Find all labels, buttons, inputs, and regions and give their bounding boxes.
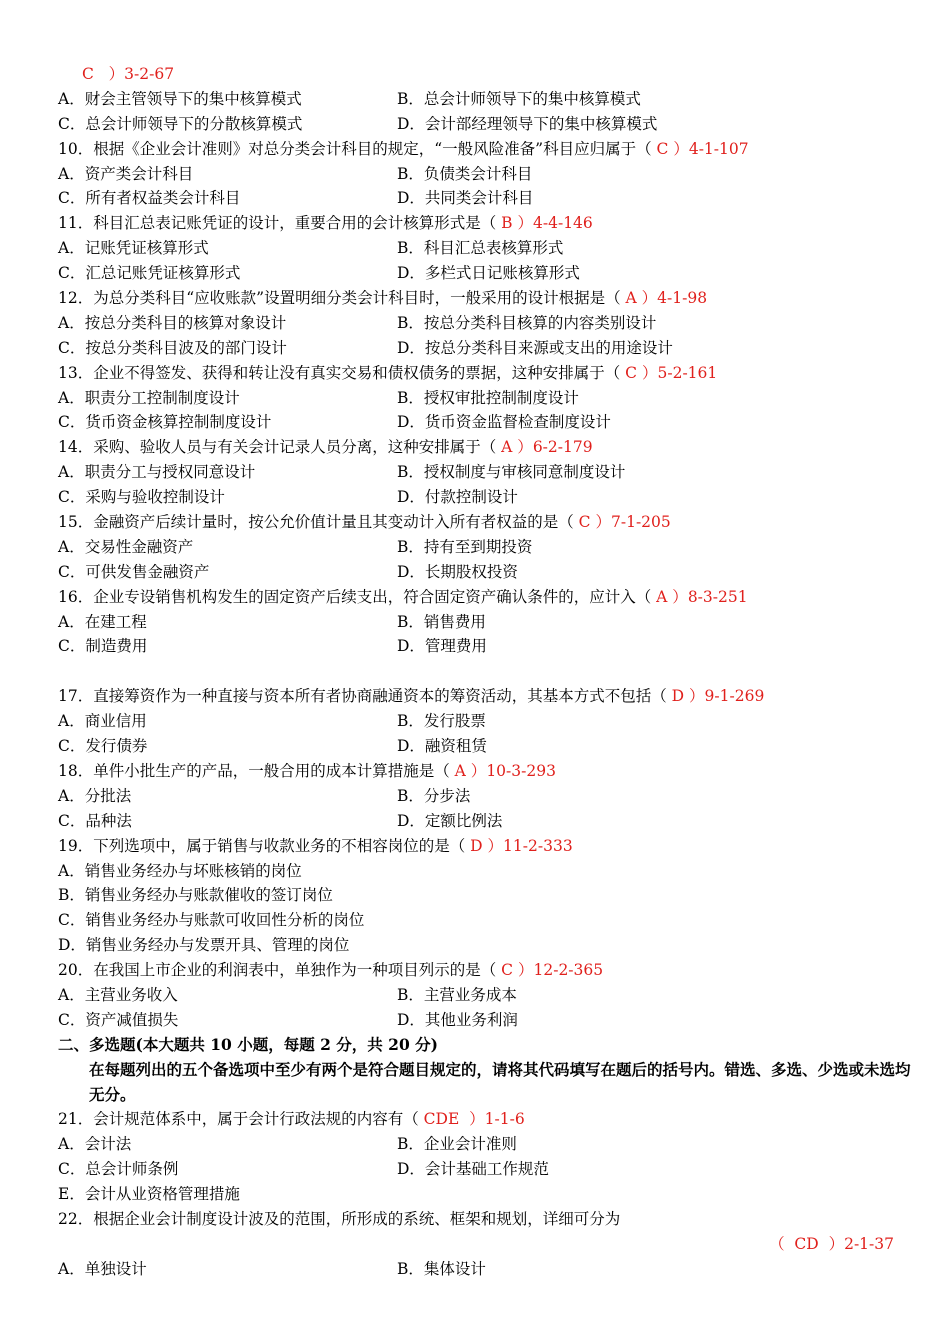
option-c: C．资产减值损失	[58, 1010, 179, 1029]
option-row	[58, 634, 898, 659]
reference: 6-2-179	[532, 438, 593, 457]
answer: D	[671, 687, 685, 706]
blank-line	[58, 659, 898, 684]
option-row	[58, 1157, 898, 1182]
option-a: A．单独设计	[58, 1259, 147, 1278]
option-d: D．定额比例法	[397, 811, 503, 830]
option-a: A．主营业务收入	[58, 985, 178, 1004]
answer: CDE	[423, 1110, 460, 1129]
reference: 7-1-205	[610, 513, 671, 532]
option-b: B．企业会计准则	[397, 1135, 517, 1154]
answer: C	[656, 139, 669, 158]
question-10: 10．根据《企业会计准则》对总分类会计科目的规定，“一般风险准备”科目应归属于（ C ）4-1-107	[58, 139, 749, 158]
option-a: A．分批法	[58, 786, 132, 805]
option-a: A．记账凭证核算形式	[58, 239, 209, 258]
option-row	[58, 809, 898, 834]
option-row	[58, 311, 898, 336]
option-row	[58, 336, 898, 361]
option-row	[58, 386, 898, 411]
option-a: A．销售业务经办与坏账核销的岗位	[58, 861, 302, 880]
option-row	[58, 87, 898, 112]
option-d: D．付款控制设计	[397, 488, 518, 507]
option-row	[58, 983, 898, 1008]
reference: 5-2-161	[657, 363, 718, 382]
section-instruction: 在每题列出的五个备选项中至少有两个是符合题目规定的，请将其代码填写在题后的括号内。错选、多选、少选或未选均无分。	[89, 1059, 911, 1104]
option-c: C．所有者权益类会计科目	[58, 189, 241, 208]
option-a: A．商业信用	[58, 712, 147, 731]
reference: 11-2-333	[503, 836, 573, 855]
option-row	[58, 1132, 898, 1157]
option-d: D．其他业务利润	[397, 1010, 518, 1029]
answer: A	[625, 289, 637, 308]
question-15: 15．金融资产后续计量时，按公允价值计量且其变动计入所有者权益的是（ C ）7-1-205	[58, 513, 671, 532]
option-c: C．品种法	[58, 811, 132, 830]
reference: 4-1-107	[688, 139, 749, 158]
answer: CD	[794, 1234, 819, 1253]
answer: A	[501, 438, 513, 457]
question-stem: 13．企业不得签发、获得和转让没有真实交易和债权债务的票据，这种安排属于（	[58, 363, 621, 382]
option-d: D．会计部经理领导下的集中核算模式	[397, 114, 658, 133]
reference: 3-2-67	[124, 65, 175, 83]
option-row	[58, 261, 898, 286]
option-row	[58, 112, 898, 137]
option-a: A．职责分工控制制度设计	[58, 388, 240, 407]
question-22-stem: 22．根据企业会计制度设计波及的范围，所形成的系统、框架和规划，详细可分为	[58, 1210, 621, 1228]
option-e: E．会计从业资格管理措施	[58, 1185, 240, 1204]
question-17: 17．直接筹资作为一种直接与资本所有者协商融通资本的筹资活动，其基本方式不包括（ D ）9-1-269	[58, 687, 765, 706]
option-c: C．总会计师条例	[58, 1160, 179, 1179]
option-c: C．货币资金核算控制制度设计	[58, 413, 272, 432]
question-stem: 11．科目汇总表记账凭证的设计，重要合用的会计核算形式是（	[58, 214, 497, 233]
option-row	[58, 1257, 898, 1282]
option-b: B．负债类会计科目	[397, 164, 533, 183]
reference: 4-1-98	[657, 289, 708, 308]
option-c: C．按总分类科目波及的部门设计	[58, 338, 287, 357]
option-b: B．发行股票	[397, 712, 486, 731]
question-9-answer-line: C ）3-2-67	[82, 65, 175, 83]
option-row	[58, 162, 898, 187]
option-d: D．销售业务经办与发票开具、管理的岗位	[58, 936, 350, 955]
question-stem: 15．金融资产后续计量时，按公允价值计量且其变动计入所有者权益的是（	[58, 513, 574, 532]
option-row	[58, 734, 898, 759]
option-d: D．融资租赁	[397, 737, 487, 756]
answer: C	[625, 363, 638, 382]
option-a: A．在建工程	[58, 612, 147, 631]
question-stem: 12．为总分类科目“应收账款”设置明细分类会计科目时，一般采用的设计根据是（	[58, 289, 621, 308]
option-b: B．主营业务成本	[397, 985, 517, 1004]
option-d: D．多栏式日记账核算形式	[397, 264, 580, 283]
option-row	[58, 709, 898, 734]
option-b: B．按总分类科目核算的内容类别设计	[397, 313, 657, 332]
option-b: B．授权制度与审核同意制度设计	[397, 463, 626, 482]
option-b: B．总会计师领导下的集中核算模式	[397, 89, 641, 108]
reference: 1-1-6	[484, 1110, 525, 1129]
option-b: B．分步法	[397, 786, 471, 805]
option-row	[58, 535, 898, 560]
option-c: C．销售业务经办与账款可收回性分析的岗位	[58, 911, 365, 930]
option-row	[58, 186, 898, 211]
option-row	[58, 610, 898, 635]
option-row	[58, 784, 898, 809]
question-stem: 16．企业专设销售机构发生的固定资产后续支出，符合固定资产确认条件的，应计入（	[58, 587, 652, 606]
option-c: C．发行债券	[58, 737, 148, 756]
answer: A	[454, 761, 466, 780]
question-16: 16．企业专设销售机构发生的固定资产后续支出，符合固定资产确认条件的，应计入（ A ）8-3-251	[58, 587, 748, 606]
answer: C	[82, 65, 94, 83]
reference: 4-4-146	[533, 214, 593, 233]
option-d: D．按总分类科目来源或支出的用途设计	[397, 338, 673, 357]
option-row	[58, 236, 898, 261]
answer: C	[501, 961, 514, 980]
answer: D	[470, 836, 483, 855]
section-heading: 二、多选题(本大题共 10 小题，每题 2 分，共 20 分)	[58, 1034, 438, 1054]
option-a: A．会计法	[58, 1135, 132, 1154]
question-20: 20．在我国上市企业的利润表中，单独作为一种项目列示的是（ C ）12-2-365	[58, 961, 604, 980]
option-a: A．交易性金融资产	[58, 537, 194, 556]
option-a: A．财会主管领导下的集中核算模式	[58, 89, 302, 108]
option-d: D．会计基础工作规范	[397, 1160, 549, 1179]
option-c: C．总会计师领导下的分散核算模式	[58, 114, 303, 133]
option-b: B．科目汇总表核算形式	[397, 239, 564, 258]
option-a: A．按总分类科目的核算对象设计	[58, 313, 287, 332]
option-c: C．可供发售金融资产	[58, 562, 210, 581]
answer: C	[578, 513, 591, 532]
option-d: D．共同类会计科目	[397, 189, 534, 208]
option-a: A．资产类会计科目	[58, 164, 194, 183]
question-18: 18．单件小批生产的产品，一般合用的成本计算措施是（ A ）10-3-293	[58, 761, 556, 780]
question-stem: 10．根据《企业会计准则》对总分类会计科目的规定，“一般风险准备”科目应归属于（	[58, 139, 652, 158]
option-b: B．持有至到期投资	[397, 537, 533, 556]
question-14: 14．采购、验收人员与有关会计记录人员分离，这种安排属于（ A ）6-2-179	[58, 438, 593, 457]
reference: 12-2-365	[533, 961, 604, 980]
answer: B	[501, 214, 513, 233]
option-row	[58, 485, 898, 510]
question-stem: 19．下列选项中，属于销售与收款业务的不相容岗位的是（	[58, 836, 466, 855]
option-row	[58, 460, 898, 485]
exam-page	[58, 62, 911, 1282]
question-stem: 17．直接筹资作为一种直接与资本所有者协商融通资本的筹资活动，其基本方式不包括（	[58, 687, 667, 706]
question-22-answer-line: （ CD ）2-1-37	[769, 1234, 894, 1253]
question-stem: 20．在我国上市企业的利润表中，单独作为一种项目列示的是（	[58, 961, 497, 980]
question-stem: 14．采购、验收人员与有关会计记录人员分离，这种安排属于（	[58, 438, 497, 457]
option-d: D．货币资金监督检查制度设计	[397, 413, 611, 432]
option-b: B．授权审批控制制度设计	[397, 388, 579, 407]
question-stem: 18．单件小批生产的产品，一般合用的成本计算措施是（	[58, 761, 450, 780]
question-19: 19．下列选项中，属于销售与收款业务的不相容岗位的是（ D ）11-2-333	[58, 836, 573, 855]
reference: 8-3-251	[687, 587, 748, 606]
option-d: D．管理费用	[397, 637, 487, 656]
option-d: D．长期股权投资	[397, 562, 518, 581]
option-b: B．集体设计	[397, 1259, 486, 1278]
option-row	[58, 410, 898, 435]
question-21: 21．会计规范体系中，属于会计行政法规的内容有（ CDE ）1-1-6	[58, 1110, 525, 1129]
answer: A	[656, 587, 668, 606]
option-c: C．采购与验收控制设计	[58, 488, 225, 507]
reference: 2-1-37	[844, 1234, 894, 1253]
option-b: B．销售费用	[397, 612, 486, 631]
reference: 10-3-293	[486, 761, 556, 780]
question-13: 13．企业不得签发、获得和转让没有真实交易和债权债务的票据，这种安排属于（ C ）5-2-161	[58, 363, 718, 382]
option-row	[58, 1008, 898, 1033]
reference: 9-1-269	[704, 687, 765, 706]
option-row	[58, 560, 898, 585]
option-a: A．职责分工与授权同意设计	[58, 463, 256, 482]
option-c: C．汇总记账凭证核算形式	[58, 264, 241, 283]
question-11: 11．科目汇总表记账凭证的设计，重要合用的会计核算形式是（ B ）4-4-146	[58, 214, 593, 233]
question-12: 12．为总分类科目“应收账款”设置明细分类会计科目时，一般采用的设计根据是（ A ）4-1-98	[58, 289, 708, 308]
option-b: B．销售业务经办与账款催收的签订岗位	[58, 886, 333, 905]
question-stem: 21．会计规范体系中，属于会计行政法规的内容有（	[58, 1110, 419, 1129]
option-c: C．制造费用	[58, 637, 148, 656]
